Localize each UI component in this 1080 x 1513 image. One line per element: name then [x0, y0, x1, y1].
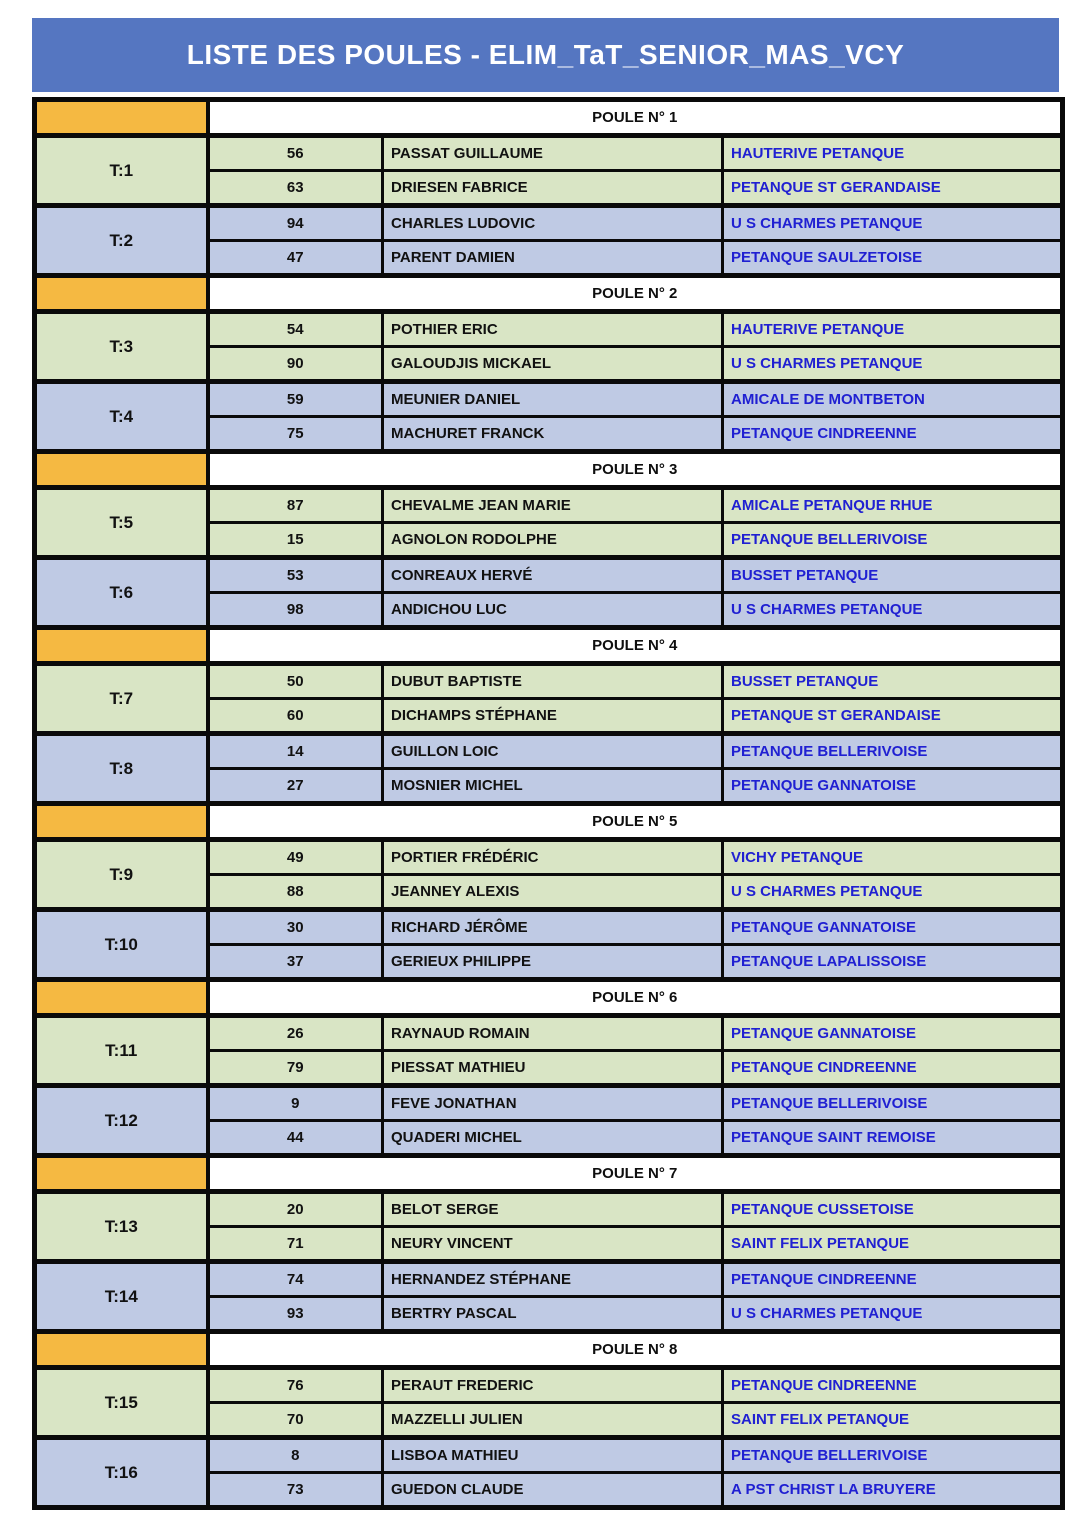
player-name: MACHURET FRANCK — [383, 417, 723, 452]
player-club: PETANQUE SAINT REMOISE — [723, 1121, 1063, 1156]
player-number: 44 — [208, 1121, 383, 1156]
poules-table — [32, 97, 1065, 1510]
player-row — [35, 136, 1063, 171]
player-number: 76 — [208, 1368, 383, 1403]
player-name: LISBOA MATHIEU — [383, 1438, 723, 1473]
player-club: PETANQUE GANNATOISE — [723, 1016, 1063, 1051]
player-club: AMICALE DE MONTBETON — [723, 382, 1063, 417]
player-row — [35, 206, 1063, 241]
player-name: PORTIER FRÉDÉRIC — [383, 840, 723, 875]
player-club: PETANQUE BELLERIVOISE — [723, 734, 1063, 769]
player-name: CHARLES LUDOVIC — [383, 206, 723, 241]
poule-header: POULE N° 4 — [208, 628, 1063, 664]
player-club: PETANQUE GANNATOISE — [723, 769, 1063, 804]
player-row — [35, 840, 1063, 875]
player-number: 70 — [208, 1403, 383, 1438]
player-club: U S CHARMES PETANQUE — [723, 593, 1063, 628]
player-row — [35, 1368, 1063, 1403]
player-club: U S CHARMES PETANQUE — [723, 1297, 1063, 1332]
player-name: FEVE JONATHAN — [383, 1086, 723, 1121]
team-label: T:12 — [35, 1086, 208, 1156]
team-label: T:13 — [35, 1192, 208, 1262]
poule-header-row — [35, 1332, 1063, 1368]
player-row — [35, 1086, 1063, 1121]
player-name: CHEVALME JEAN MARIE — [383, 488, 723, 523]
player-club: SAINT FELIX PETANQUE — [723, 1403, 1063, 1438]
player-club: PETANQUE BELLERIVOISE — [723, 1086, 1063, 1121]
player-number: 53 — [208, 558, 383, 593]
player-number: 27 — [208, 769, 383, 804]
player-number: 14 — [208, 734, 383, 769]
team-label: T:3 — [35, 312, 208, 382]
player-number: 79 — [208, 1051, 383, 1086]
player-number: 60 — [208, 699, 383, 734]
player-number: 73 — [208, 1473, 383, 1508]
team-label: T:10 — [35, 910, 208, 980]
player-name: PERAUT FREDERIC — [383, 1368, 723, 1403]
player-row — [35, 1262, 1063, 1297]
player-name: GALOUDJIS MICKAEL — [383, 347, 723, 382]
player-number: 37 — [208, 945, 383, 980]
poule-spacer-cell — [35, 452, 208, 488]
player-name: DUBUT BAPTISTE — [383, 664, 723, 699]
player-club: VICHY PETANQUE — [723, 840, 1063, 875]
player-row — [35, 312, 1063, 347]
player-row — [35, 910, 1063, 945]
player-club: PETANQUE LAPALISSOISE — [723, 945, 1063, 980]
player-name: PASSAT GUILLAUME — [383, 136, 723, 171]
player-name: DICHAMPS STÉPHANE — [383, 699, 723, 734]
player-club: PETANQUE CINDREENNE — [723, 417, 1063, 452]
player-number: 74 — [208, 1262, 383, 1297]
player-number: 94 — [208, 206, 383, 241]
player-club: PETANQUE BELLERIVOISE — [723, 1438, 1063, 1473]
team-label: T:16 — [35, 1438, 208, 1508]
poule-spacer-cell — [35, 276, 208, 312]
player-row — [35, 664, 1063, 699]
player-club: SAINT FELIX PETANQUE — [723, 1227, 1063, 1262]
player-name: MEUNIER DANIEL — [383, 382, 723, 417]
poule-header-row — [35, 452, 1063, 488]
player-number: 49 — [208, 840, 383, 875]
player-number: 98 — [208, 593, 383, 628]
player-name: ANDICHOU LUC — [383, 593, 723, 628]
poule-header: POULE N° 3 — [208, 452, 1063, 488]
player-number: 9 — [208, 1086, 383, 1121]
player-number: 30 — [208, 910, 383, 945]
player-row — [35, 488, 1063, 523]
poule-header-row — [35, 276, 1063, 312]
poule-header: POULE N° 2 — [208, 276, 1063, 312]
player-row — [35, 1192, 1063, 1227]
player-number: 20 — [208, 1192, 383, 1227]
player-number: 59 — [208, 382, 383, 417]
player-club: PETANQUE GANNATOISE — [723, 910, 1063, 945]
poule-header: POULE N° 8 — [208, 1332, 1063, 1368]
player-club: PETANQUE SAULZETOISE — [723, 241, 1063, 276]
poule-header-row — [35, 980, 1063, 1016]
player-name: GUILLON LOIC — [383, 734, 723, 769]
player-number: 47 — [208, 241, 383, 276]
team-label: T:9 — [35, 840, 208, 910]
player-name: QUADERI MICHEL — [383, 1121, 723, 1156]
player-row — [35, 558, 1063, 593]
player-name: BELOT SERGE — [383, 1192, 723, 1227]
player-club: PETANQUE CINDREENNE — [723, 1262, 1063, 1297]
player-number: 93 — [208, 1297, 383, 1332]
player-number: 75 — [208, 417, 383, 452]
player-name: POTHIER ERIC — [383, 312, 723, 347]
player-number: 63 — [208, 171, 383, 206]
player-name: GERIEUX PHILIPPE — [383, 945, 723, 980]
poule-spacer-cell — [35, 1332, 208, 1368]
player-name: MOSNIER MICHEL — [383, 769, 723, 804]
player-club: BUSSET PETANQUE — [723, 664, 1063, 699]
poule-spacer-cell — [35, 1156, 208, 1192]
player-number: 87 — [208, 488, 383, 523]
player-club: PETANQUE CINDREENNE — [723, 1051, 1063, 1086]
player-name: AGNOLON RODOLPHE — [383, 523, 723, 558]
player-club: A PST CHRIST LA BRUYERE — [723, 1473, 1063, 1508]
poule-header-row — [35, 100, 1063, 136]
player-name: HERNANDEZ STÉPHANE — [383, 1262, 723, 1297]
player-club: PETANQUE BELLERIVOISE — [723, 523, 1063, 558]
player-name: NEURY VINCENT — [383, 1227, 723, 1262]
player-club: U S CHARMES PETANQUE — [723, 347, 1063, 382]
poule-header: POULE N° 1 — [208, 100, 1063, 136]
team-label: T:14 — [35, 1262, 208, 1332]
poule-header-row — [35, 804, 1063, 840]
poule-spacer-cell — [35, 804, 208, 840]
poules-body — [35, 100, 1063, 1508]
player-name: DRIESEN FABRICE — [383, 171, 723, 206]
player-name: BERTRY PASCAL — [383, 1297, 723, 1332]
player-club: AMICALE PETANQUE RHUE — [723, 488, 1063, 523]
player-name: RICHARD JÉRÔME — [383, 910, 723, 945]
player-club: HAUTERIVE PETANQUE — [723, 136, 1063, 171]
player-name: CONREAUX HERVÉ — [383, 558, 723, 593]
player-number: 8 — [208, 1438, 383, 1473]
player-club: PETANQUE CUSSETOISE — [723, 1192, 1063, 1227]
player-name: MAZZELLI JULIEN — [383, 1403, 723, 1438]
player-number: 90 — [208, 347, 383, 382]
player-number: 56 — [208, 136, 383, 171]
player-number: 71 — [208, 1227, 383, 1262]
team-label: T:15 — [35, 1368, 208, 1438]
player-club: BUSSET PETANQUE — [723, 558, 1063, 593]
player-name: GUEDON CLAUDE — [383, 1473, 723, 1508]
team-label: T:2 — [35, 206, 208, 276]
team-label: T:6 — [35, 558, 208, 628]
player-club: PETANQUE CINDREENNE — [723, 1368, 1063, 1403]
poule-header-row — [35, 628, 1063, 664]
poule-spacer-cell — [35, 628, 208, 664]
team-label: T:1 — [35, 136, 208, 206]
poule-spacer-cell — [35, 980, 208, 1016]
player-name: RAYNAUD ROMAIN — [383, 1016, 723, 1051]
team-label: T:5 — [35, 488, 208, 558]
player-club: U S CHARMES PETANQUE — [723, 875, 1063, 910]
player-club: HAUTERIVE PETANQUE — [723, 312, 1063, 347]
poule-header: POULE N° 6 — [208, 980, 1063, 1016]
player-row — [35, 1438, 1063, 1473]
team-label: T:11 — [35, 1016, 208, 1086]
player-row — [35, 382, 1063, 417]
player-number: 50 — [208, 664, 383, 699]
poule-header: POULE N° 7 — [208, 1156, 1063, 1192]
poule-spacer-cell — [35, 100, 208, 136]
team-label: T:8 — [35, 734, 208, 804]
player-number: 88 — [208, 875, 383, 910]
player-name: JEANNEY ALEXIS — [383, 875, 723, 910]
player-number: 54 — [208, 312, 383, 347]
player-club: PETANQUE ST GERANDAISE — [723, 699, 1063, 734]
player-number: 26 — [208, 1016, 383, 1051]
team-label: T:4 — [35, 382, 208, 452]
player-name: PARENT DAMIEN — [383, 241, 723, 276]
poule-header-row — [35, 1156, 1063, 1192]
player-club: U S CHARMES PETANQUE — [723, 206, 1063, 241]
poule-header: POULE N° 5 — [208, 804, 1063, 840]
player-number: 15 — [208, 523, 383, 558]
player-row — [35, 1016, 1063, 1051]
player-club: PETANQUE ST GERANDAISE — [723, 171, 1063, 206]
page-title: LISTE DES POULES - ELIM_TaT_SENIOR_MAS_VCY — [32, 18, 1059, 92]
player-name: PIESSAT MATHIEU — [383, 1051, 723, 1086]
team-label: T:7 — [35, 664, 208, 734]
player-row — [35, 734, 1063, 769]
